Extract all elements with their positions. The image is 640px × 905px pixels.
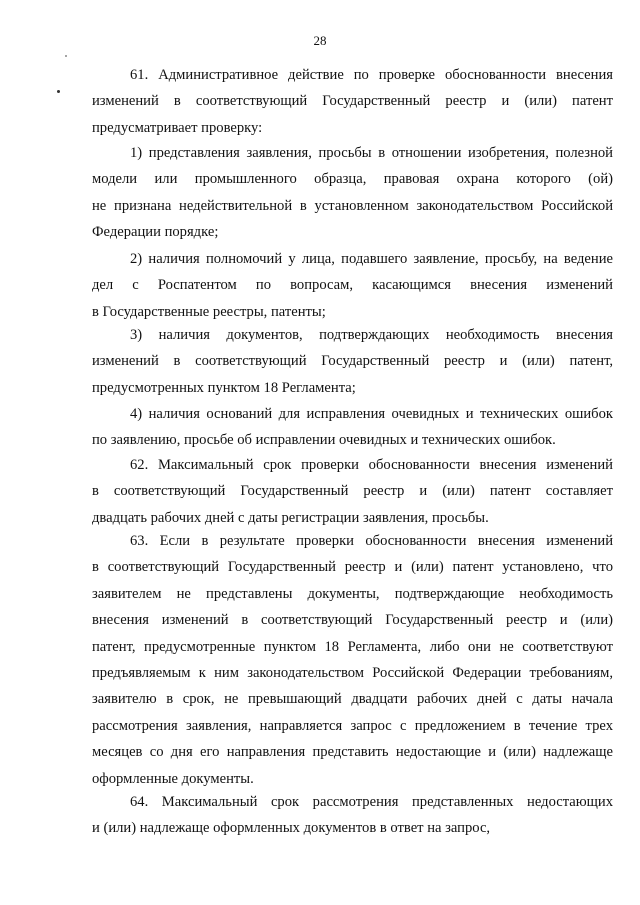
paragraph-line: в соответствующий Государственный реестр и (или) патент составляет bbox=[92, 483, 613, 500]
paragraph bbox=[92, 140, 613, 246]
paragraph-line: предусматривает проверку: bbox=[92, 119, 263, 136]
paragraph-line: 63. Если в результате проверки обоснованности внесения изменений bbox=[130, 533, 613, 549]
paragraph-line: двадцать рабочих дней с даты регистрации заявления, просьбы. bbox=[92, 509, 489, 526]
paragraph-line: по заявлению, просьбе об исправлении очевидных и технических ошибок. bbox=[92, 432, 556, 449]
paragraph-line: предъявляемым к ним законодательством Российской Федерации требованиям, bbox=[92, 665, 613, 682]
paragraph-line: и (или) надлежаще оформленных документов в ответ на запрос, bbox=[92, 820, 491, 837]
paragraph-line: 4) наличия оснований для исправления очевидных и технических ошибок bbox=[130, 406, 613, 422]
paragraph-line: в Государственные реестры, патенты; bbox=[92, 303, 326, 320]
paragraph-line: изменений в соответствующий Государственный реестр и (или) патент, bbox=[92, 353, 613, 370]
paragraph-line: 64. Максимальный срок рассмотрения представленных недостающих bbox=[130, 794, 613, 810]
paragraph bbox=[92, 452, 613, 531]
paragraph-line: в соответствующий Государственный реестр и (или) патент установлено, что bbox=[92, 559, 613, 576]
paragraph-line: дел с Роспатентом по вопросам, касающимся внесения изменений bbox=[92, 277, 613, 294]
paragraph-line: 61. Административное действие по проверке обоснованности внесения bbox=[130, 67, 613, 83]
paragraph bbox=[92, 401, 613, 454]
paragraph bbox=[92, 789, 613, 842]
paragraph-line: оформленные документы. bbox=[92, 770, 254, 787]
paragraph-line: 1) представления заявления, просьбы в отношении изобретения, полезной bbox=[130, 145, 613, 161]
paragraph-line: заявителем не представлены документы, подтверждающие необходимость bbox=[92, 585, 613, 602]
page-number: 28 bbox=[313, 33, 327, 48]
paragraph-line: патент, предусмотренные пунктом 18 Регламента, либо они не соответствуют bbox=[92, 638, 613, 655]
paragraph-line: не признана недействительной в установленном законодательством Российской bbox=[92, 197, 613, 214]
paragraph bbox=[92, 246, 613, 325]
paragraph-line: 2) наличия полномочий у лица, подавшего заявление, просьбу, на ведение bbox=[130, 251, 613, 267]
paragraph-line: внесения изменений в соответствующий Государственный реестр и (или) bbox=[92, 612, 613, 629]
paragraph bbox=[92, 62, 613, 141]
paragraph-line: месяцев со дня его направления представить недостающие и (или) надлежаще bbox=[92, 744, 613, 761]
paragraph-line: 62. Максимальный срок проверки обоснованности внесения изменений bbox=[130, 457, 613, 473]
paragraph-line: предусмотренных пунктом 18 Регламента; bbox=[92, 379, 356, 396]
paragraph-line: модели или промышленного образца, правовая охрана которого (ой) bbox=[92, 171, 613, 188]
paragraph-line: Федерации порядке; bbox=[92, 224, 219, 241]
paragraph bbox=[92, 528, 613, 792]
paragraph-line: изменений в соответствующий Государственный реестр и (или) патент bbox=[92, 93, 613, 110]
paragraph-line: заявителю в срок, не превышающий двадцати рабочих дней с даты начала bbox=[92, 691, 613, 708]
scan-speck bbox=[57, 90, 60, 93]
paragraph-line: рассмотрения заявления, направляется запрос с предложением в течение трех bbox=[92, 717, 613, 734]
paragraph bbox=[92, 322, 613, 401]
paragraph-line: 3) наличия документов, подтверждающих необходимость внесения bbox=[130, 327, 613, 343]
scan-speck bbox=[65, 55, 67, 57]
